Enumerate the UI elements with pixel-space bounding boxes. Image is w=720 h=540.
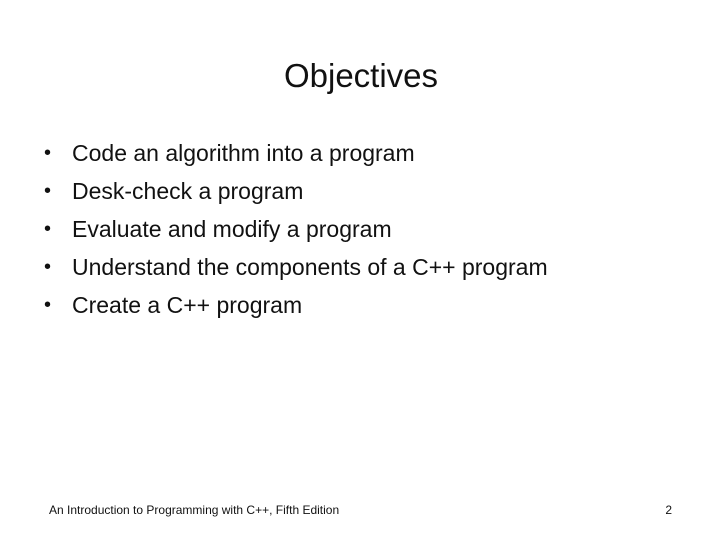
- bullet-icon: •: [44, 218, 52, 240]
- bullet-text: Code an algorithm into a program: [72, 140, 415, 166]
- footer-book-title: An Introduction to Programming with C++, Fifth Edition: [49, 503, 340, 517]
- bullet-icon: •: [44, 180, 52, 202]
- bullet-text: Understand the components of a C++ program: [72, 254, 548, 280]
- bullet-icon: •: [44, 256, 52, 278]
- slide-title: Objectives: [283, 57, 439, 94]
- bullet-text: Evaluate and modify a program: [72, 216, 392, 242]
- bullet-icon: •: [44, 142, 52, 164]
- bullet-icon: •: [44, 294, 52, 316]
- page-number: 2: [665, 503, 672, 517]
- bullet-text: Create a C++ program: [72, 292, 303, 318]
- bullet-text: Desk-check a program: [72, 178, 304, 204]
